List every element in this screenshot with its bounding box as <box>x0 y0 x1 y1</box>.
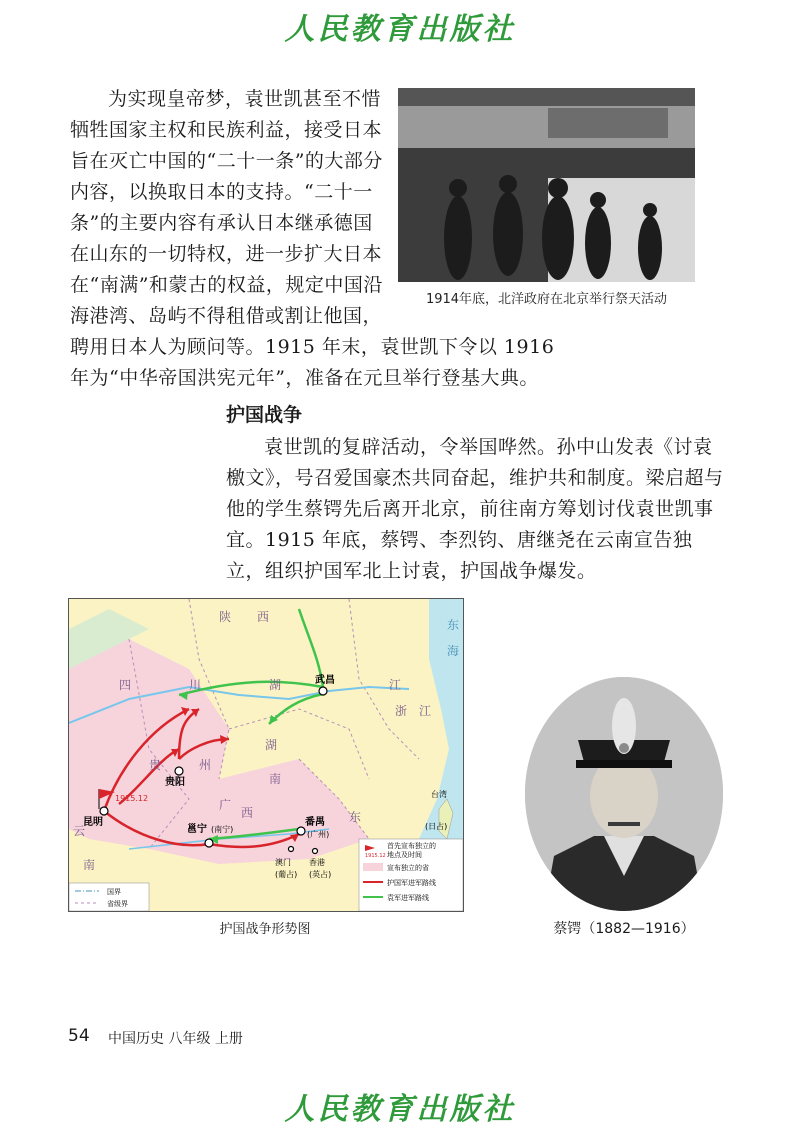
legend-flag-sample: 1915.12 <box>365 853 386 859</box>
sea-label-hai: 海 <box>447 644 460 658</box>
city-nanning-alias: (南宁) <box>211 825 234 834</box>
city-taiwan: 台湾 <box>431 790 447 799</box>
city-hongkong-note: (英占) <box>309 870 332 879</box>
page-number: 54 <box>68 1026 90 1046</box>
province-hubei: 湖 <box>269 678 282 692</box>
city-taiwan-note: (日占) <box>425 822 448 831</box>
cai-e-portrait <box>524 676 724 912</box>
province-shaanxi-b: 西 <box>257 610 270 624</box>
ceremony-photo <box>398 88 695 282</box>
publisher-header: 人民教育出版社 <box>284 12 516 47</box>
legend-yuan-route: 袁军进军路线 <box>387 894 429 902</box>
city-kunming: 昆明 <box>83 817 103 828</box>
province-guizhou-a: 贵 <box>149 758 162 772</box>
ceremony-photo-illustration <box>398 88 695 282</box>
province-shaanxi-a: 陕 <box>219 610 232 624</box>
city-panyu: 番禺 <box>305 817 325 828</box>
province-hunan-a: 湖 <box>265 738 278 752</box>
province-jiang: 江 <box>389 678 402 692</box>
province-hunan-b: 南 <box>269 772 282 786</box>
sea-label-dong: 东 <box>447 618 460 632</box>
kunming-date-tag: 1915.12 <box>115 794 149 803</box>
legend-flag-desc-2: 地点及时间 <box>387 851 422 859</box>
province-sichuan-b: 川 <box>189 678 202 692</box>
province-guangxi-a: 广 <box>219 798 232 812</box>
province-sichuan-a: 四 <box>119 678 132 692</box>
huguo-war-map <box>68 598 464 912</box>
province-yunnan-b: 南 <box>83 858 96 872</box>
legend-huguo-route: 护国军进军路线 <box>387 879 436 887</box>
book-title: 中国历史 八年级 上册 <box>108 1031 243 1047</box>
city-guiyang: 贵阳 <box>165 777 185 788</box>
legend-province-border: 省级界 <box>107 900 128 908</box>
section-paragraph: 袁世凯的复辟活动，令举国哗然。孙中山发表《讨袁檄文》，号召爱国豪杰共同奋起，维护共和制度。梁启超与他的学生蔡锷先后离开北京，前往南方筹划讨伐袁世凯事宜。1915 年底，蔡锷、李烈钧、唐继尧在云南宣告独立，组织护国军北上讨袁，护国战争爆发。 <box>226 436 724 582</box>
province-zhejiang-a: 浙 <box>395 704 408 718</box>
intro-paragraph: 为实现皇帝梦，袁世凯甚至不惜牺牲国家主权和民族利益，接受日本旨在灭亡中国的“二十一条”的大部分内容，以换取日本的支持。“二十一条”的主要内容有承认日本继承德国在山东的一切特权，进一步扩大日本在“南满”和蒙古的权益，规定中国沿海港湾、岛屿不得租借或割让他国，聘用日本人为顾问等。1915 年末，袁世凯下令以 1916 年为“中华帝国洪宪元年”，准备在元旦举行登基大典。 <box>70 88 555 389</box>
city-guangzhou-alias: (广州) <box>307 830 330 839</box>
province-yunnan-a: 云 <box>73 824 86 838</box>
portrait-caption: 蔡锷（1882—1916） <box>553 921 695 937</box>
map-svg <box>69 599 463 911</box>
publisher-footer: 人民教育出版社 <box>284 1092 516 1127</box>
city-yongning: 邕宁 <box>187 824 207 835</box>
city-macau-note: (葡占) <box>275 870 298 879</box>
city-hongkong: 香港 <box>309 858 325 867</box>
province-guangxi-b: 西 <box>241 806 254 820</box>
province-zhejiang-b: 江 <box>419 704 432 718</box>
city-macau: 澳门 <box>275 858 291 867</box>
ceremony-photo-caption: 1914年底，北洋政府在北京举行祭天活动 <box>425 292 668 307</box>
map-caption: 护国战争形势图 <box>219 922 311 937</box>
legend-independent: 宣布独立的省 <box>387 864 429 872</box>
portrait-illustration <box>524 676 724 912</box>
city-wuchang: 武昌 <box>315 675 335 686</box>
province-guangdong: 东 <box>349 810 362 824</box>
legend-border: 国界 <box>107 888 121 896</box>
province-guizhou-b: 州 <box>199 758 212 772</box>
legend-flag-desc-1: 首先宣布独立的 <box>387 842 436 850</box>
section-heading: 护国战争 <box>226 404 303 426</box>
